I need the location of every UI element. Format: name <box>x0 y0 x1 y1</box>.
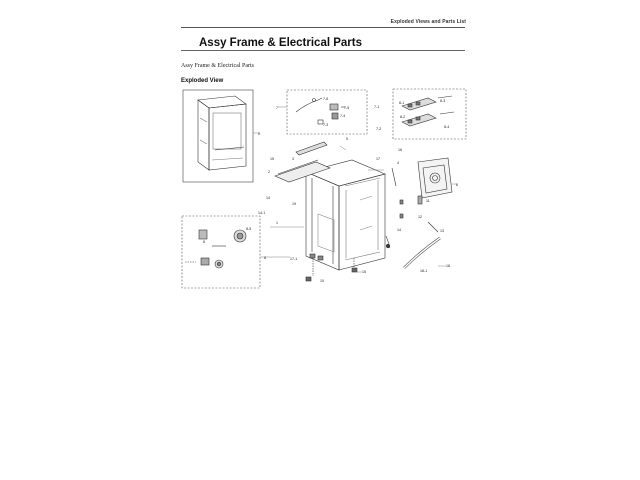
callout-15b: 15 <box>362 270 366 274</box>
callout-2: 2 <box>268 170 270 174</box>
callout-11: 11 <box>426 199 430 203</box>
callout-13: 13 <box>440 229 444 233</box>
group-7-parts <box>296 98 345 124</box>
callout-8-4: 8-4 <box>444 125 450 129</box>
callout-7-4: 7-4 <box>340 114 346 118</box>
callout-18: 18 <box>446 264 450 268</box>
callout-7: 7 <box>276 106 278 110</box>
callout-5: 5 <box>346 137 348 141</box>
top-frame-bar <box>275 142 330 182</box>
header-title: Exploded Views and Parts List <box>390 19 466 25</box>
callout-18-1: 18-1 <box>420 269 428 273</box>
callout-16: 16 <box>398 148 402 152</box>
callout-7-5: 7-5 <box>344 106 350 110</box>
main-cabinet-frame <box>306 160 385 270</box>
callout-17: 17 <box>376 157 380 161</box>
callout-6: 6 <box>456 183 458 187</box>
callout-12: 12 <box>418 215 422 219</box>
callout-8-3: 8-3 <box>440 99 446 103</box>
callout-7-3: 7-3 <box>323 123 329 127</box>
callout-8-1: 8-1 <box>399 101 405 105</box>
callout-14: 14 <box>266 196 270 200</box>
callout-8-5: 8-5 <box>246 227 252 231</box>
group-9-parts <box>402 96 454 126</box>
callout-8: 8 <box>264 256 266 260</box>
group-9-dashed-box <box>393 89 466 139</box>
callout-8-2: 8-2 <box>400 115 406 119</box>
callout-15: 15 <box>270 157 274 161</box>
section-title: Assy Frame & Electrical Parts <box>199 37 363 49</box>
drain-hose <box>404 238 440 268</box>
group-8-parts <box>185 230 246 268</box>
exploded-view-label: Exploded View <box>181 78 224 84</box>
callout-7-1: 7-1 <box>374 105 380 109</box>
callout-1: 1 <box>276 221 278 225</box>
callout-8a: 8 <box>203 240 205 244</box>
callout-19: 19 <box>292 202 296 206</box>
callout-7-6: 7-6 <box>323 97 329 101</box>
callout-0: 0 <box>258 132 260 136</box>
section-subtitle: Assy Frame & Electrical Parts <box>181 63 254 69</box>
callout-3: 3 <box>292 157 294 161</box>
callout-4: 4 <box>397 161 399 165</box>
callout-7-2: 7-2 <box>376 127 382 131</box>
callout-9: 9 <box>388 245 390 249</box>
callout-14b: 14 <box>397 228 401 232</box>
side-panel-gasket <box>418 158 452 198</box>
cabinet-inset-box <box>183 90 253 182</box>
callout-10: 10 <box>320 279 324 283</box>
callout-17-1: 17-1 <box>290 257 298 261</box>
callout-14-1: 14-1 <box>258 211 266 215</box>
